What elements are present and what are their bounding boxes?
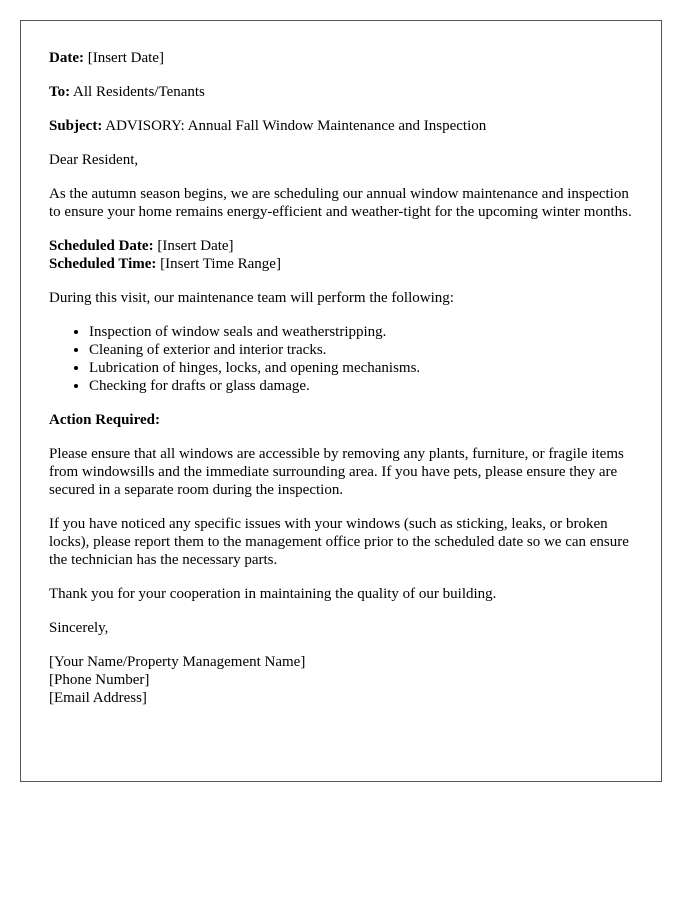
subject-value: ADVISORY: Annual Fall Window Maintenance and Inspection [102,118,487,134]
issues-paragraph: If you have noticed any specific issues with your windows (such as sticking, leaks, or broken locks), please report them to the management office prior to the scheduled date so we can ensure the technician has the necessary parts. [49,516,629,568]
signature-block [49,653,637,707]
scheduled-date-label: Scheduled Date: [49,238,154,254]
list-item: • Checking for drafts or glass damage. [89,377,661,395]
subject-label: Subject: [49,118,103,134]
action-paragraph: Please ensure that all windows are accessible by removing any plants, furniture, or fragile items from windowsills and the immediate surrounding area. If you have pets, please ensure they are secured in a separate room during the inspection. [49,446,624,498]
letter-document [20,20,662,782]
action-heading [49,411,637,429]
date-line [49,49,637,67]
tasks-intro: During this visit, our maintenance team will perform the following: [49,290,454,306]
tasks-list [49,323,661,395]
subject-line [49,117,637,135]
recipient-value: All Residents/Tenants [70,84,205,100]
signature-phone: [Phone Number] [49,672,150,688]
date-value: [Insert Date] [83,50,164,66]
thanks-paragraph: Thank you for your cooperation in maintaining the quality of our building. [49,586,497,602]
action-heading-text: Action Required: [49,412,160,428]
list-item: • Inspection of window seals and weatherstripping. [89,323,661,341]
intro-paragraph: As the autumn season begins, we are scheduling our annual window maintenance and inspection to ensure your home remains energy-efficient and weather-tight for the upcoming winter months. [49,186,632,220]
signature-email: [Email Address] [49,690,147,706]
list-item: • Cleaning of exterior and interior tracks. [89,341,661,359]
schedule-block [49,237,637,273]
signature-name: [Your Name/Property Management Name] [49,654,306,670]
scheduled-date-value: [Insert Date] [153,238,234,254]
list-item: • Lubrication of hinges, locks, and opening mechanisms. [89,359,661,377]
scheduled-time-label: Scheduled Time: [49,256,157,272]
scheduled-time-value: [Insert Time Range] [156,256,281,272]
salutation: Dear Resident, [49,152,139,168]
date-label: Date: [49,50,84,66]
recipient-line [49,83,637,101]
recipient-label: To: [49,84,71,100]
closing: Sincerely, [49,620,109,636]
